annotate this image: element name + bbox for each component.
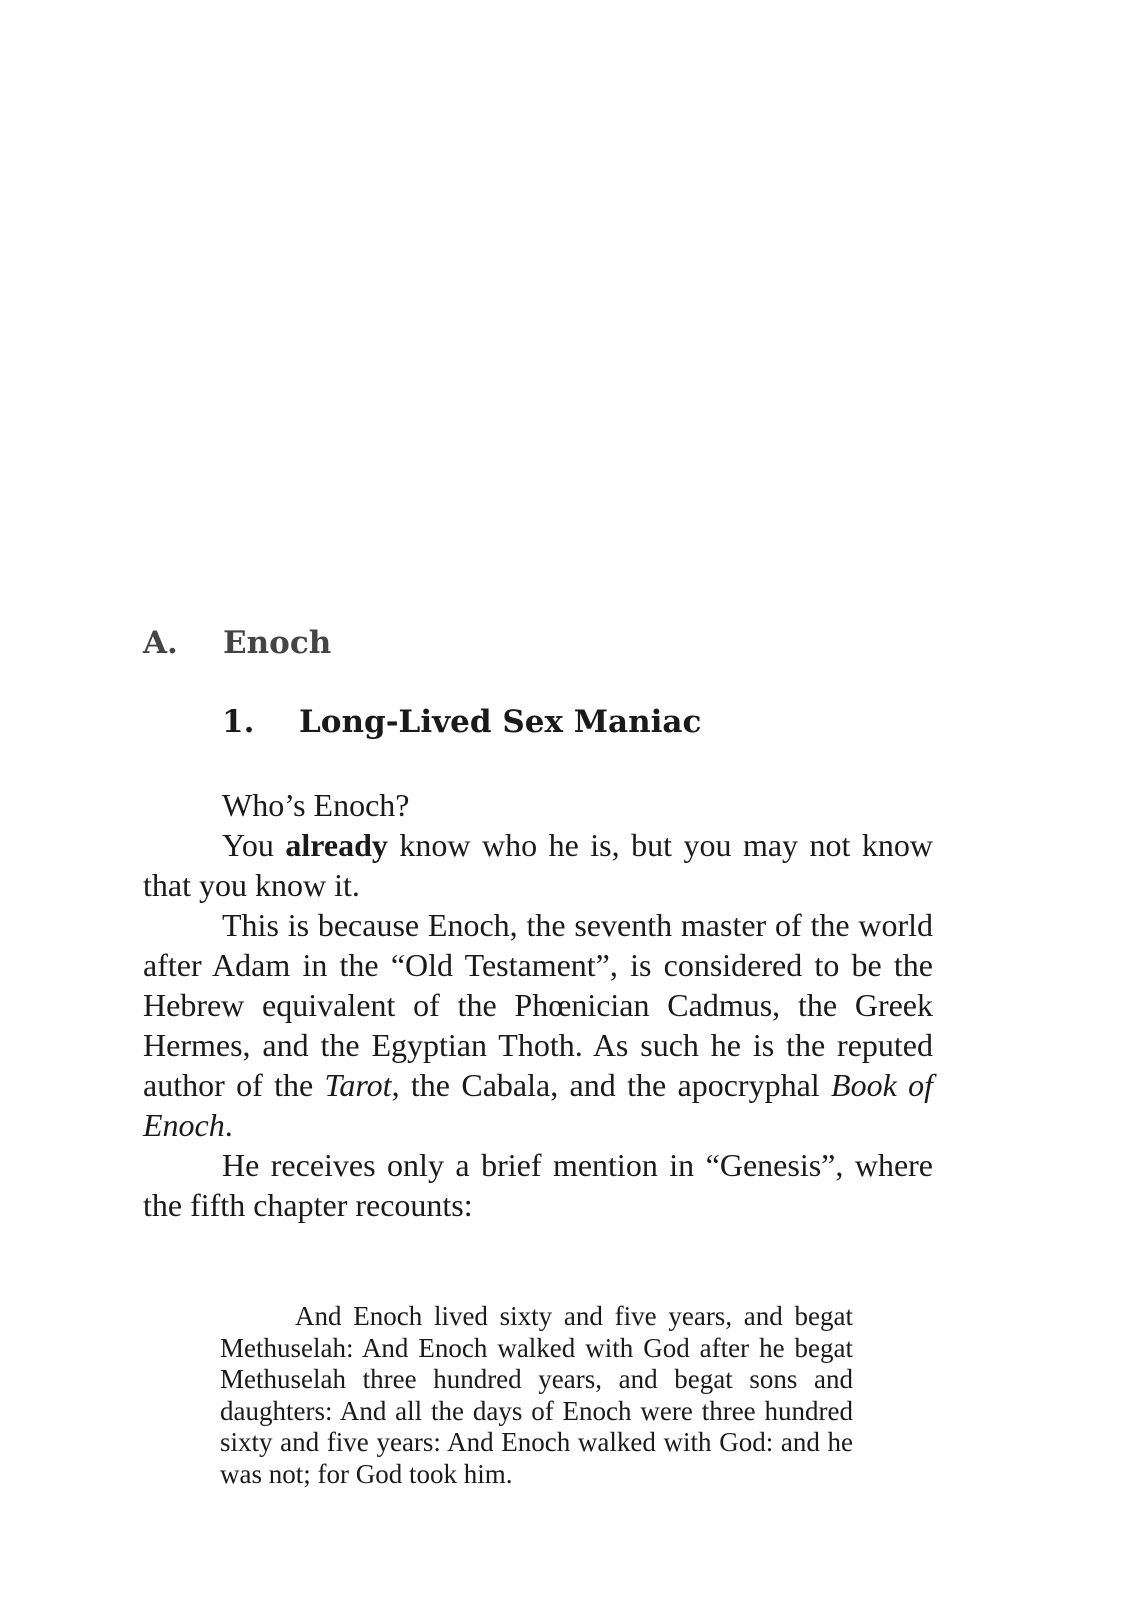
paragraph-2: [143, 825, 933, 905]
section-heading: [143, 625, 331, 661]
paragraph-2-text-a: You: [222, 827, 286, 863]
subsection-number: 1.: [222, 704, 255, 740]
section-number: A.: [143, 625, 178, 661]
paragraph-3-italic-tarot: Tarot: [324, 1067, 392, 1103]
subsection-title: Long-Lived Sex Maniac: [299, 704, 702, 740]
paragraph-1: Who’s Enoch?: [222, 787, 410, 823]
paragraph-2-bold: already: [285, 827, 388, 863]
body-text: [143, 785, 933, 1225]
paragraph-3-text-b: , the Cabala, and the apocryphal: [391, 1067, 832, 1103]
paragraph-3-text-a: This is because Enoch, the seventh master of the world after Adam in the “Old Testament”, is considered to be the Hebrew equivalent of the Phœnician Cadmus, the Greek Hermes, and the Egyptian Thoth. As such he is the reputed author of the: [143, 907, 933, 1103]
paragraph-3-text-c: .: [224, 1107, 233, 1143]
paragraph-3: [143, 905, 933, 1145]
paragraph-2-text-b: know who he is, but you may not know that you know it.: [143, 827, 934, 903]
block-quote: And Enoch lived sixty and five years, and begat Methuselah: And Enoch walked with God after he begat Methuselah three hundred years, and begat sons and daughters: And all the days of Enoch were three hundred sixty and five years: And Enoch walked with God: and he was not; for God took him.: [220, 1301, 853, 1489]
paragraph-4: He receives only a brief mention in “Genesis”, where the fifth chapter recounts:: [143, 1147, 933, 1223]
section-title: Enoch: [223, 625, 332, 661]
subsection-heading: [222, 704, 701, 740]
paragraph-3-italic-book: Book of Enoch: [143, 1067, 934, 1143]
